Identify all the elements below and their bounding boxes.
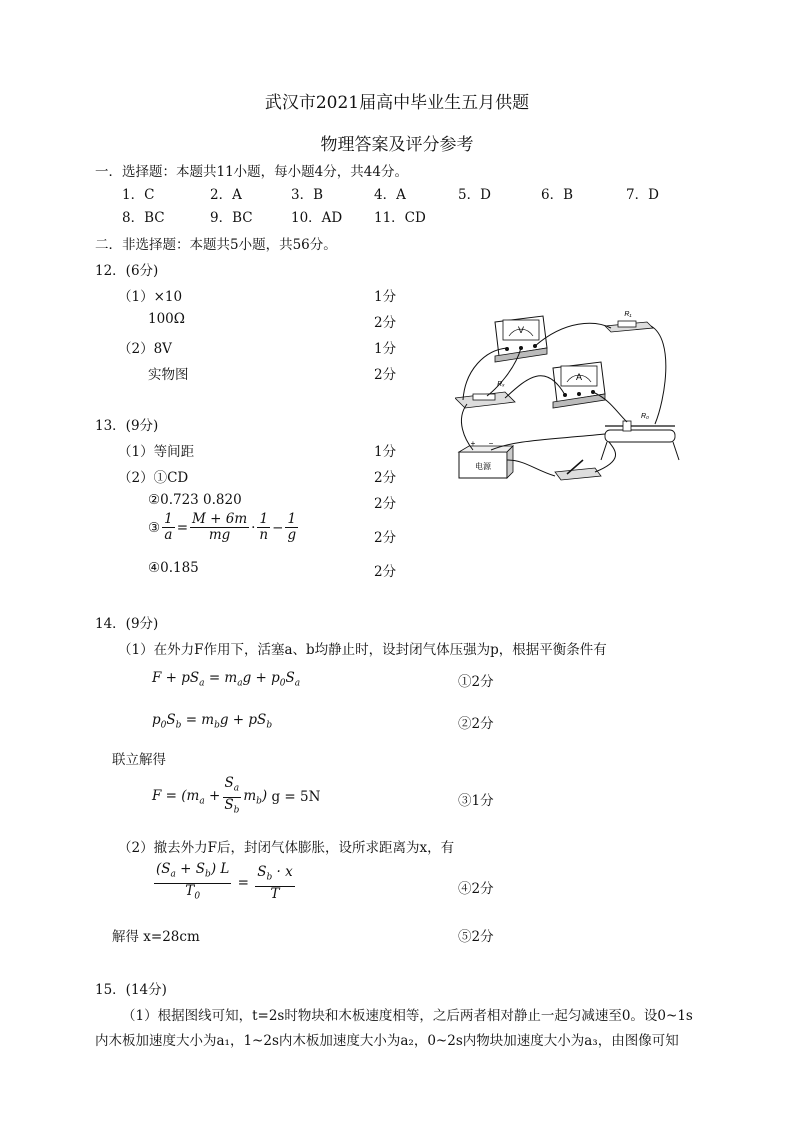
- q13-score5: 2分: [374, 564, 397, 580]
- rheostat-r0: [601, 413, 679, 460]
- q13-formula-index: ③: [148, 519, 161, 536]
- q12-score1: 1分: [374, 289, 397, 305]
- answer-2: 2．A: [210, 187, 242, 203]
- q13-line5: ④0.185: [148, 560, 199, 576]
- answer-4: 4．A: [374, 187, 406, 203]
- answer-10: 10．AD: [291, 210, 343, 226]
- q14-eq1: $F + pS_a = m_ag + p_0S_a$: [152, 670, 301, 689]
- voltmeter: [495, 316, 547, 362]
- power-minus: −: [488, 439, 494, 448]
- q14-part1: （1）在外力F作用下，活塞a、b均静止时，设封闭气体压强为p，根据平衡条件有: [118, 642, 607, 658]
- q12-line2: 100Ω: [148, 311, 185, 327]
- power-label: 电源: [475, 462, 491, 471]
- power-plus: +: [470, 439, 476, 448]
- n-num: 1: [259, 511, 269, 527]
- q14-eq3-result: g = 5N: [271, 789, 321, 806]
- lhs-den: a: [164, 527, 173, 543]
- q14-eq4-score: ④2分: [458, 881, 494, 897]
- q13-score1: 1分: [374, 444, 397, 460]
- q13-score2: 2分: [374, 470, 397, 486]
- answer-8: 8．BC: [122, 210, 165, 226]
- circuit-diagram: [455, 300, 690, 490]
- q14-label: 14．(9分): [95, 616, 159, 632]
- q14-eq3: $F = (m_a$ + $\frac{S_a}{S_b}$ $m_b$) g = 5N: [152, 775, 321, 816]
- answer-11: 11．CD: [374, 210, 426, 226]
- q14-solve-score: ⑤2分: [458, 929, 494, 945]
- g-num: 1: [287, 511, 297, 527]
- resistor-r1: [605, 311, 653, 332]
- q14-solve: 解得 x=28cm: [112, 929, 200, 945]
- q12-line3: （2）8V: [118, 341, 172, 357]
- answer-7: 7．D: [626, 187, 659, 203]
- answer-3: 3．B: [291, 187, 324, 203]
- rx-label: Rₓ: [497, 381, 505, 388]
- section2-heading: 二．非选择题：本题共5小题，共56分。: [95, 237, 337, 253]
- page-title: 武汉市2021届高中毕业生五月供题: [264, 93, 530, 113]
- ammeter: [553, 362, 605, 408]
- answer-6: 6．B: [541, 187, 574, 203]
- voltmeter-label: V: [517, 325, 525, 335]
- q13-line1: （1）等间距: [118, 444, 195, 460]
- r0-label: R₀: [640, 413, 650, 420]
- q14-combine: 联立解得: [112, 752, 166, 768]
- q15-line1: （1）根据图线可知，t=2s时物块和木板速度相等，之后两者相对静止一起匀减速至0。设0~1s: [122, 1008, 693, 1024]
- q13-formula: ③ $\frac{1}{a}$ = $\frac{M + 6m}{mg}$ · $\frac{1}{n}$ − $\frac{1}{g}$: [148, 511, 297, 543]
- answer-9: 9．BC: [210, 210, 253, 226]
- q13-label: 13．(9分): [95, 418, 159, 434]
- answer-5: 5．D: [458, 187, 491, 203]
- q13-score4: 2分: [374, 530, 397, 546]
- q14-part2: （2）撤去外力F后，封闭气体膨胀，设所求距离为x，有: [118, 840, 455, 856]
- q12-score2: 2分: [374, 315, 397, 331]
- q14-eq4: $\frac{(S_a + S_b) L}{T_0}$ = $\frac{S_b \cdot x}{T}$: [156, 861, 293, 902]
- r1-label: R₁: [624, 311, 632, 318]
- q14-eq2: $p_0S_b = m_bg + pS_b$: [152, 712, 273, 731]
- q12-line1: （1）×10: [118, 289, 183, 305]
- q15-label: 15．(14分): [95, 982, 167, 998]
- q13-line2: （2）①CD: [118, 470, 189, 486]
- q14-eq3-score: ③1分: [458, 793, 494, 809]
- term-den: mg: [208, 527, 231, 543]
- q12-line4: 实物图: [148, 367, 189, 383]
- section1-heading: 一．选择题：本题共11小题，每小题4分，共44分。: [95, 164, 408, 180]
- q15-line2: 内木板加速度大小为a₁，1~2s内木板加速度大小为a₂，0~2s内物块加速度大小为a₃，由图像可知: [95, 1033, 679, 1049]
- term-num: M + 6m: [192, 511, 248, 527]
- q14-eq1-score: ①2分: [458, 674, 494, 690]
- q13-score3: 2分: [374, 496, 397, 512]
- n-den: n: [259, 527, 269, 543]
- q14-eq2-score: ②2分: [458, 716, 494, 732]
- ammeter-label: A: [575, 372, 583, 382]
- lhs-num: 1: [164, 511, 173, 527]
- answer-1: 1．C: [122, 187, 155, 203]
- page-subtitle: 物理答案及评分参考: [320, 135, 474, 155]
- power-supply: [459, 439, 513, 478]
- switch: [555, 460, 601, 480]
- q12-score3: 1分: [374, 341, 397, 357]
- q13-line3: ②0.723 0.820: [148, 492, 242, 508]
- q12-score4: 2分: [374, 367, 397, 383]
- g-den: g: [287, 527, 297, 543]
- q12-label: 12．(6分): [95, 263, 159, 279]
